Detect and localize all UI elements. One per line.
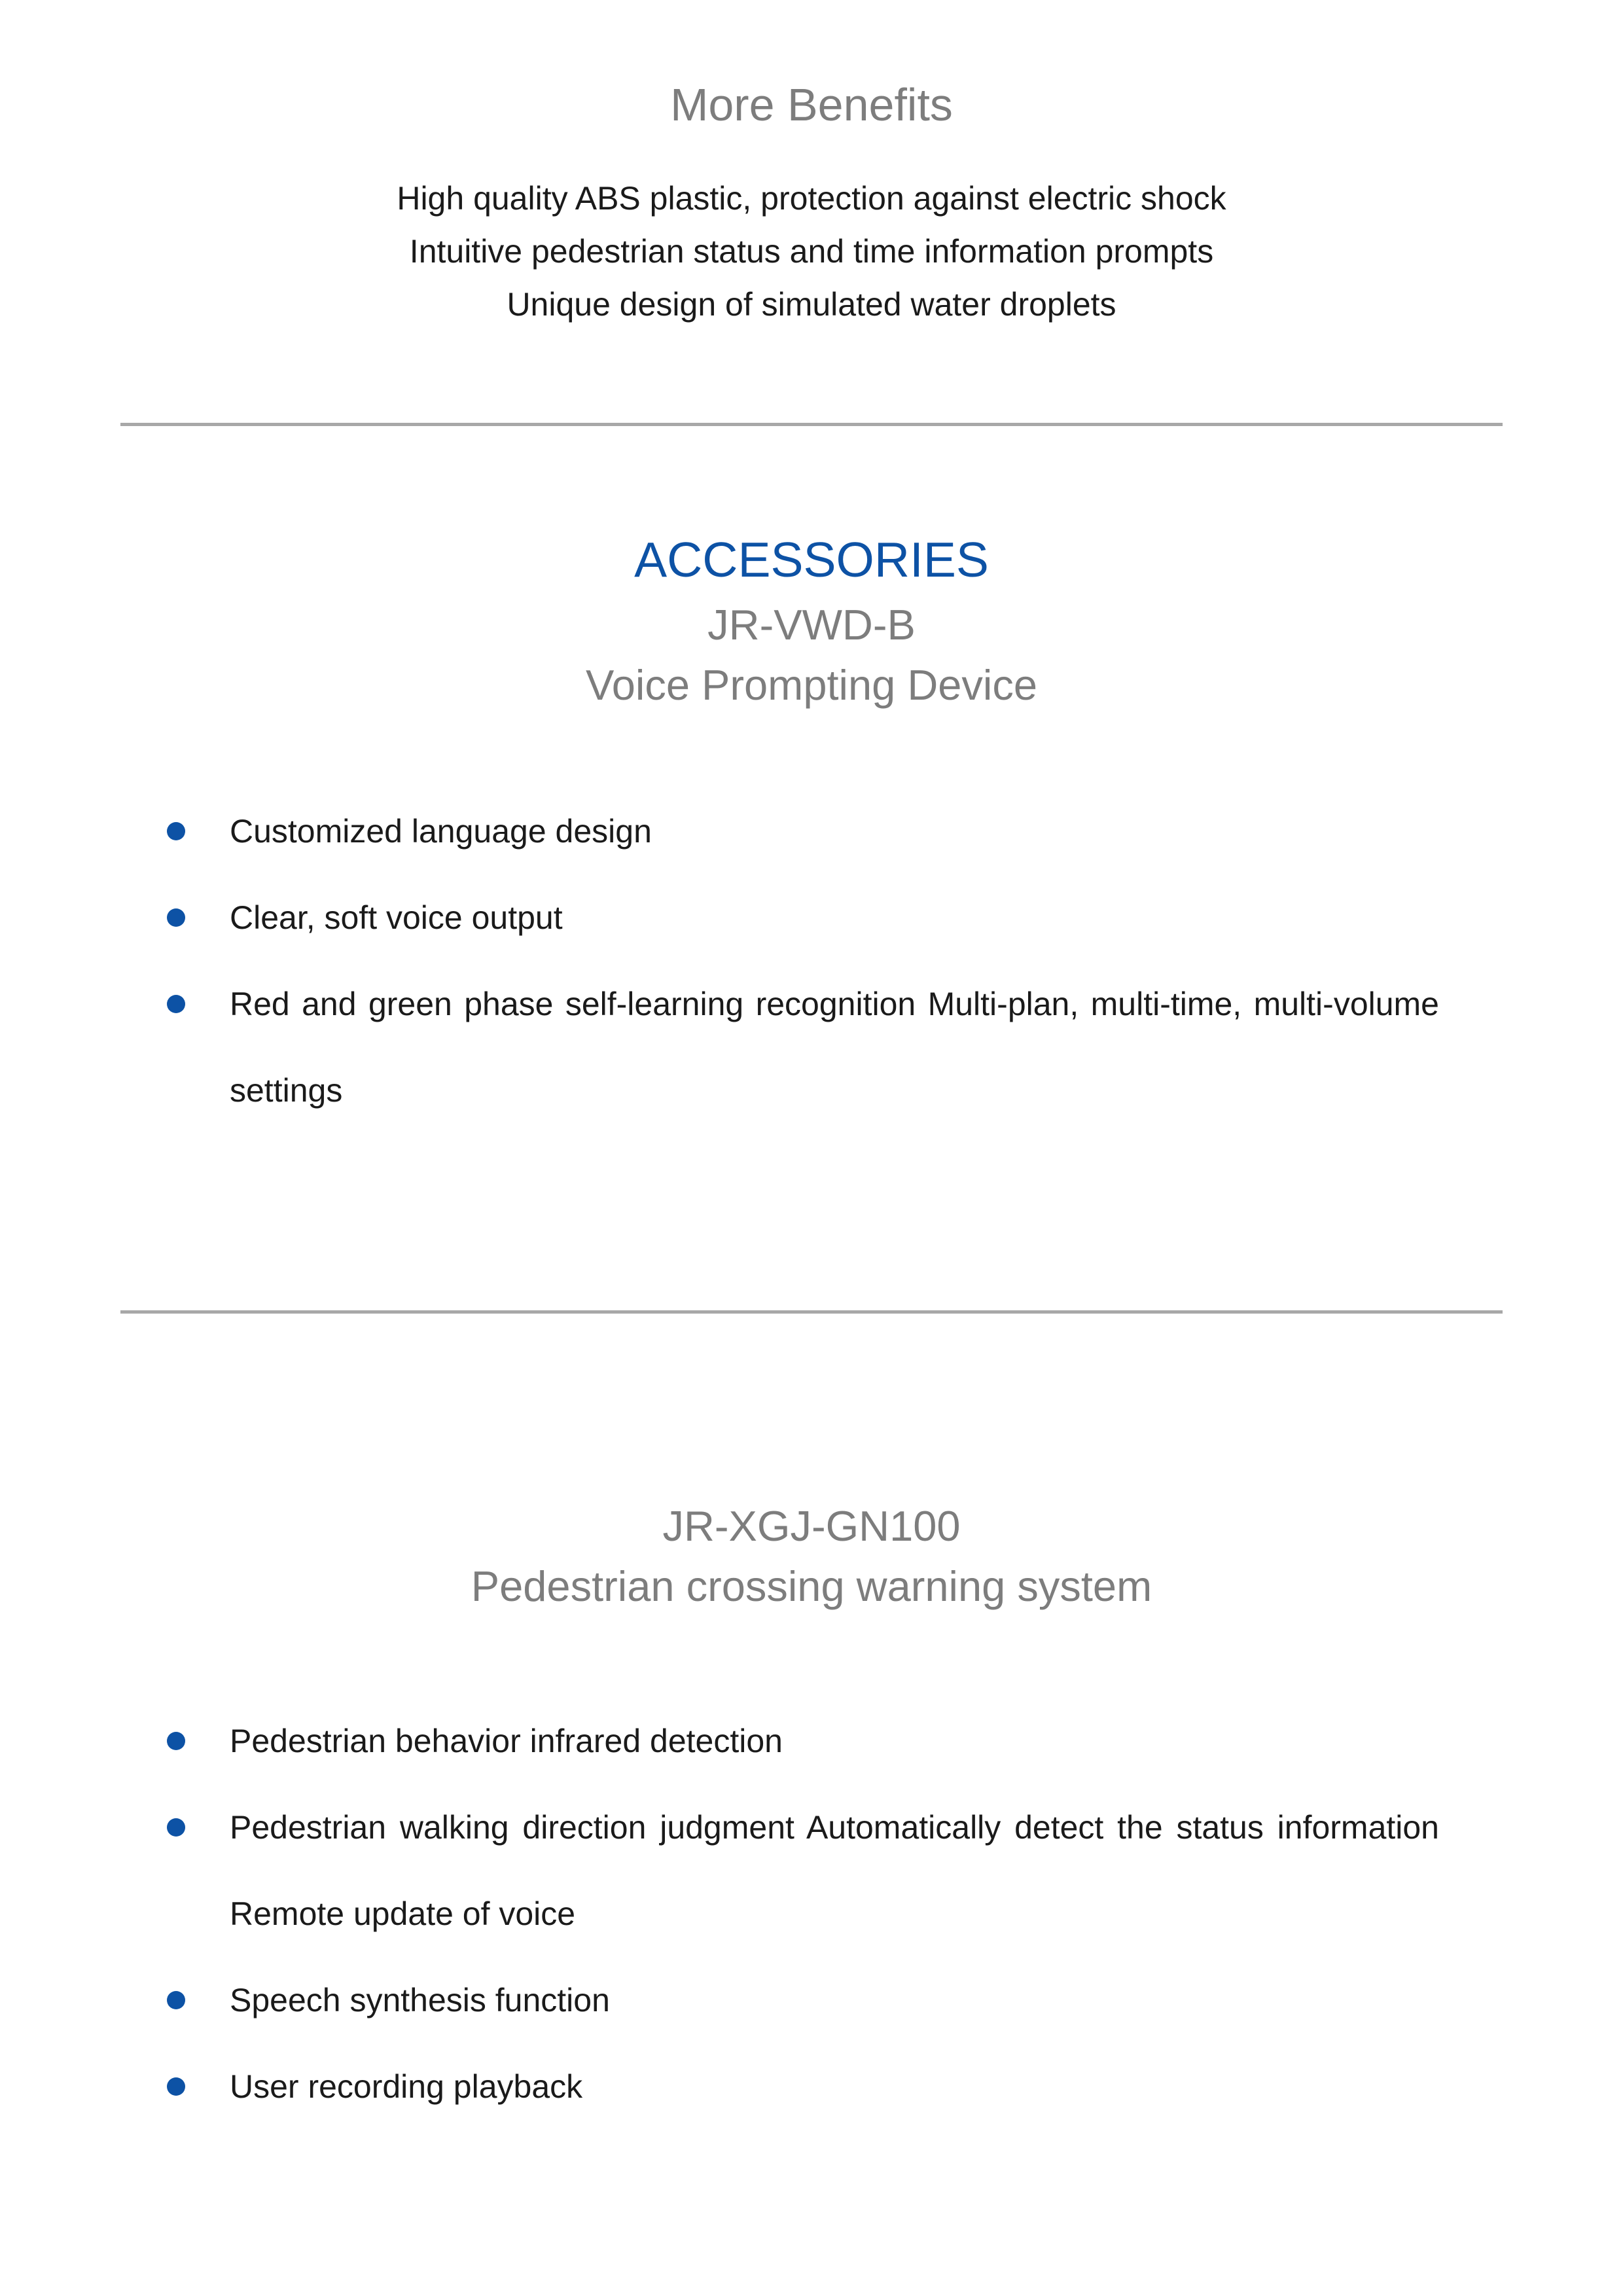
feature-item: Customized language design (230, 788, 1439, 874)
accessories-heading: ACCESSORIES (634, 532, 989, 587)
feature-item: Pedestrian walking direction judgment Automatically detect the status information Remote update of voice (230, 1784, 1439, 1957)
more-benefits-text (0, 172, 1623, 331)
crossing-system-feature-list (230, 1698, 1439, 2130)
product-model: JR-XGJ-GN100 (662, 1502, 961, 1550)
benefit-line: High quality ABS plastic, protection against electric shock (397, 180, 1226, 217)
more-benefits-heading: More Benefits (670, 79, 953, 130)
feature-item: User recording playback (230, 2043, 1439, 2130)
product-model: JR-VWD-B (707, 601, 916, 649)
bullet-dot-icon (167, 1732, 185, 1750)
accessories-feature-list (230, 788, 1439, 1134)
feature-item: Pedestrian behavior infrared detection (230, 1698, 1439, 1784)
section-divider (120, 1310, 1503, 1314)
bullet-dot-icon (167, 822, 185, 840)
crossing-system-subheading (0, 1496, 1623, 1617)
feature-item: Clear, soft voice output (230, 874, 1439, 961)
benefit-line: Unique design of simulated water droplets (507, 286, 1116, 323)
bullet-dot-icon (167, 1818, 185, 1837)
bullet-dot-icon (167, 1991, 185, 2009)
bullet-dot-icon (167, 908, 185, 927)
product-name: Pedestrian crossing warning system (471, 1562, 1152, 1610)
accessories-subheading (0, 595, 1623, 715)
bullet-dot-icon (167, 2077, 185, 2096)
feature-item: Red and green phase self-learning recognition Multi-plan, multi-time, multi-volume settings (230, 961, 1439, 1134)
benefit-line: Intuitive pedestrian status and time information prompts (409, 233, 1214, 270)
product-name: Voice Prompting Device (585, 661, 1038, 709)
feature-item: Speech synthesis function (230, 1957, 1439, 2043)
section-divider (120, 423, 1503, 426)
bullet-dot-icon (167, 995, 185, 1013)
